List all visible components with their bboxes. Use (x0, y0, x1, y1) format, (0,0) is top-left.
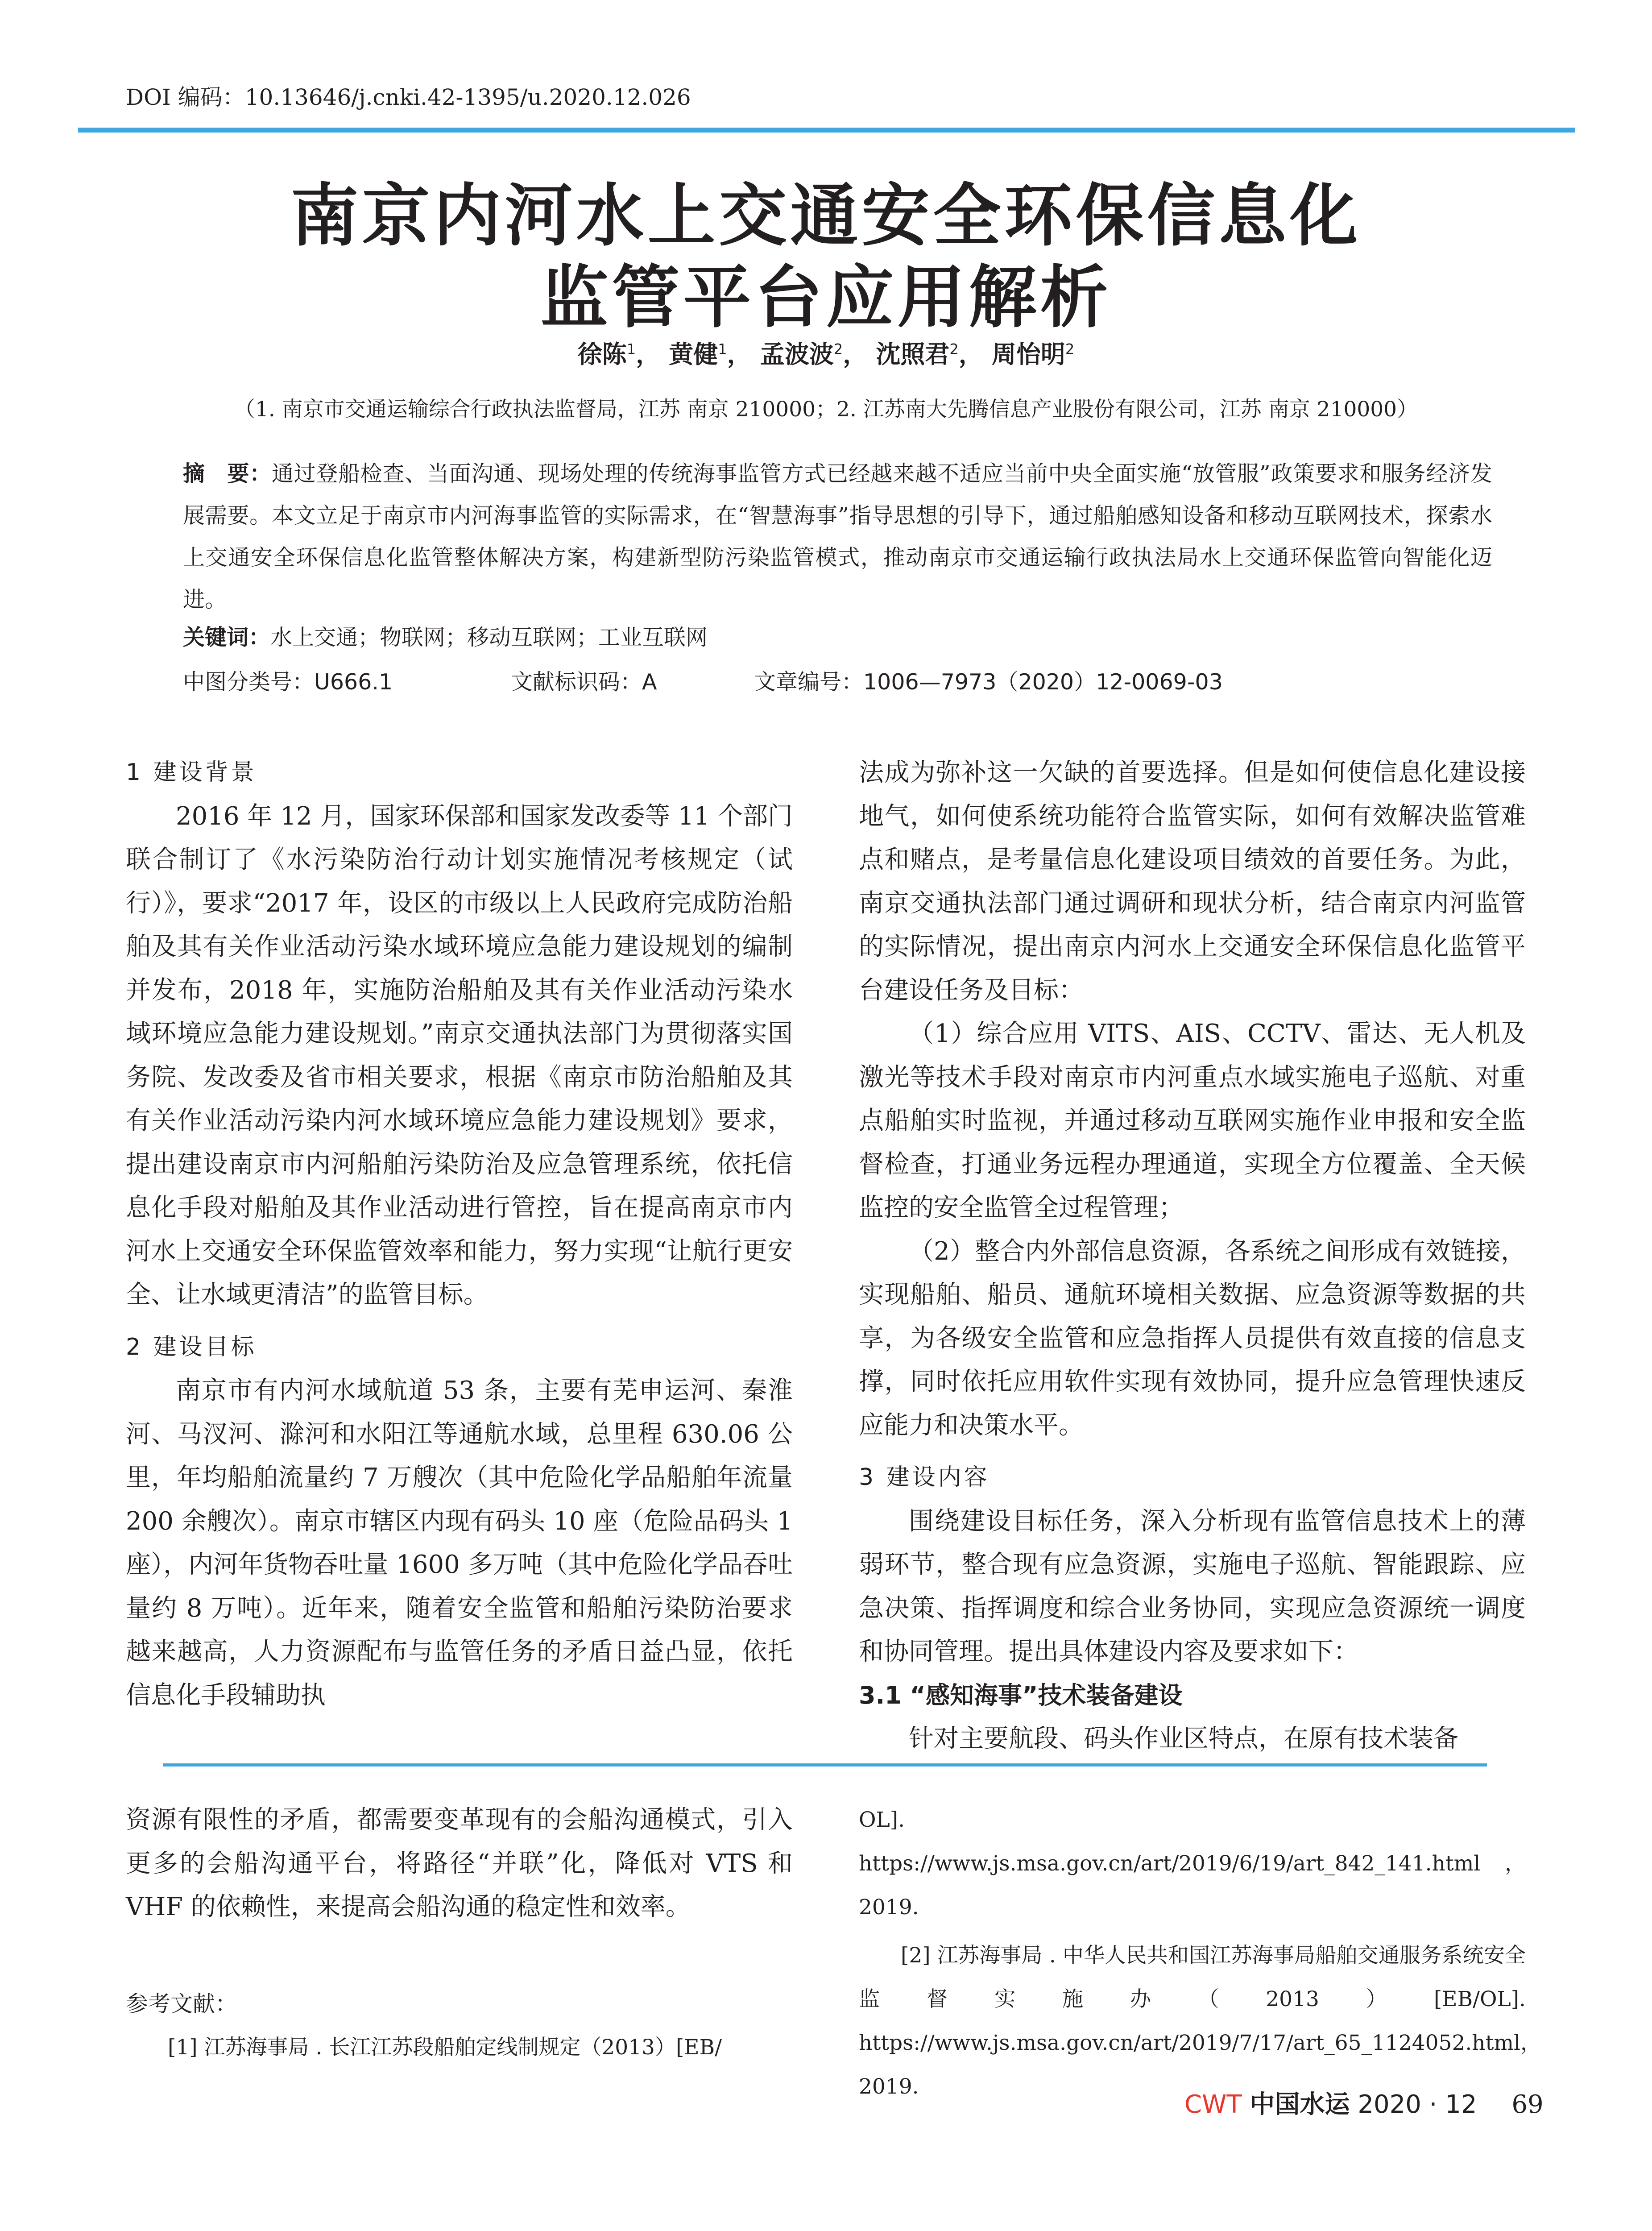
paragraph: 法成为弥补这一欠缺的首要选择。但是如何使信息化建设接地气，如何使系统功能符合监管实际，如何有效解决监管难点和赌点，是考量信息化建设项目绩效的首要任务。为此，南京交通执法部门通过调研和现状分析，结合南京内河监管的实际情况，提出南京内河水上交通安全环保信息化监管平台建设任务及目标： (859, 758, 1526, 1005)
author-affiliation-mark: 1 (626, 340, 636, 358)
section-heading: 1 建设背景 (126, 759, 257, 786)
keywords-label: 关键词： (183, 625, 271, 650)
journal-name: 中国水运 (1250, 2090, 1350, 2119)
page-number: 69 (1511, 2090, 1544, 2119)
section-heading: 2 建设目标 (126, 1333, 257, 1360)
issue-date: 2020 · 12 (1358, 2090, 1477, 2119)
reference-item: [1] 江苏海事局 . 长江江苏段船舶定线制规定（2013）[EB/ (168, 2035, 722, 2060)
author-name: 徐陈 (577, 340, 627, 369)
keywords (183, 620, 1492, 651)
paragraph: （2）整合内外部信息资源，各系统之间形成有效链接，实现船舶、船员、通航环境相关数据、应急资源等数据的共享，为各级安全监管和应急指挥人员提供有效直接的信息支撑，同时依托应用软件实现有效协同，提升应急管理快速反应能力和决策水平。 (859, 1236, 1526, 1440)
article-number: 文章编号：1006—7973（2020）12-0069-03 (754, 669, 1223, 695)
author-affiliation-mark: 1 (718, 340, 727, 358)
author-name: 黄健 (669, 340, 718, 369)
paragraph: （1）综合应用 VITS、AIS、CCTV、雷达、无人机及激光等技术手段对南京市内河重点水域实施电子巡航、对重点船舶实时监视，并通过移动互联网实施作业申报和安全监督检查，打通业务远程办理通道，实现全方位覆盖、全天候监控的安全监管全过程管理； (859, 1019, 1526, 1222)
section-heading: 3 建设内容 (859, 1464, 990, 1491)
article-title-line1: 南京内河水上交通安全环保信息化 (290, 175, 1362, 255)
abstract (183, 453, 1492, 621)
reference-item-continued: OL]. https://www.js.msa.gov.cn/art/2019/6/19/art_842_141.html，2019. (859, 1808, 1526, 1920)
author-separator: ， (727, 340, 752, 369)
section-divider (163, 1763, 1487, 1767)
author-affiliation-mark: 2 (949, 340, 959, 358)
clc-number: 中图分类号：U666.1 (183, 669, 393, 695)
header-rule (78, 128, 1575, 133)
paragraph: 围绕建设目标任务，深入分析现有监管信息技术上的薄弱环节，整合现有应急资源，实施电子巡航、智能跟踪、应急决策、指挥调度和综合业务协同，实现应急资源统一调度和协同管理。提出具体建设内容及要求如下： (859, 1506, 1526, 1666)
journal-brand-logo: CWT (1184, 2090, 1242, 2119)
article-title-line2: 监管平台应用解析 (540, 257, 1112, 337)
keywords-text: 水上交通；物联网；移动互联网；工业互联网 (270, 625, 708, 650)
author-name: 沈照君 (876, 340, 950, 369)
author-affiliation-mark: 2 (833, 340, 843, 358)
references-heading: 参考文献： (126, 1990, 237, 2017)
paragraph: 2016 年 12 月，国家环保部和国家发改委等 11 个部门联合制订了《水污染防治行动计划实施情况考核规定（试行）》，要求“2017 年，设区的市级以上人民政府完成防治船舶及其有关作业活动污染水域环境应急能力建设规划的编制并发布，2018 年，实施防治船舶及其有关作业活动污染水域环境应急能力建设规划。”南京交通执法部门为贯彻落实国务院、发改委及省市相关要求，根据《南京市防治船舶及其有关作业活动污染内河水域环境应急能力建设规划》要求，提出建设南京市内河船舶污染防治及应急管理系统，依托信息化手段对船舶及其作业活动进行管控，旨在提高南京市内河水上交通安全环保监管效率和能力，努力实现“让航行更安全、让水域更清洁”的监管目标。 (126, 801, 793, 1309)
author-separator: ， (636, 340, 661, 369)
author-separator: ， (843, 340, 868, 369)
paragraph: 南京市有内河水域航道 53 条，主要有芜申运河、秦淮河、马汊河、滁河和水阳江等通航水域，总里程 630.06 公里，年均船舶流量约 7 万艘次（其中危险化学品船舶年流量 200 余艘次）。南京市辖区内现有码头 10 座（危险品码头 1 座），内河年货物吞吐量 1600 多万吨（其中危险化学品吞吐量约 8 万吨）。近年来，随着安全监管和船舶污染防治要求越来越高，人力资源配布与监管任务的矛盾日益凸显，依托信息化手段辅助执 (126, 1376, 793, 1710)
left-column (126, 751, 793, 1717)
right-column (859, 751, 1526, 1761)
author-name: 孟波波 (760, 340, 834, 369)
bottom-left-column (126, 1798, 793, 2069)
abstract-label: 摘 要： (183, 461, 272, 486)
paragraph: 针对主要航段、码头作业区特点，在原有技术装备 (909, 1724, 1458, 1753)
author-list (0, 335, 1652, 370)
author-name: 周怡明 (991, 340, 1065, 369)
abstract-text: 通过登船检查、当面沟通、现场处理的传统海事监管方式已经越来越不适应当前中央全面实施“放管服”政策要求和服务经济发展需要。本文立足于南京市内河海事监管的实际需求，在“智慧海事”指导思想的引导下，通过船舶感知设备和移动互联网技术，探索水上交通安全环保信息化监管整体解决方案，构建新型防污染监管模式，推动南京市交通运输行政执法局水上交通环保监管向智能化迈进。 (183, 461, 1492, 612)
document-code: 文献标识码：A (511, 669, 657, 695)
reference-item: [2] 江苏海事局 . 中华人民共和国江苏海事局船舶交通服务系统安全监督实施办（2013）[EB/OL]. https://www.js.msa.gov.cn/art/2019/7/17/art_65_1124052.html，2019. (859, 1943, 1542, 2099)
affiliations: （1. 南京市交通运输综合行政执法监督局，江苏 南京 210000；2. 江苏南大先腾信息产业股份有限公司，江苏 南京 210000） (234, 397, 1418, 422)
subsection-heading: 3.1 “感知海事”技术装备建设 (859, 1681, 1183, 1709)
doi-line: DOI 编码：10.13646/j.cnki.42-1395/u.2020.12.026 (126, 84, 691, 110)
paragraph: 资源有限性的矛盾，都需要变革现有的会船沟通模式，引入更多的会船沟通平台，将路径“并联”化，降低对 VTS 和 VHF 的依赖性，来提高会船沟通的稳定性和效率。 (126, 1805, 793, 1921)
author-affiliation-mark: 2 (1065, 340, 1075, 358)
page-footer (1184, 2085, 1544, 2120)
author-separator: ， (958, 340, 983, 369)
